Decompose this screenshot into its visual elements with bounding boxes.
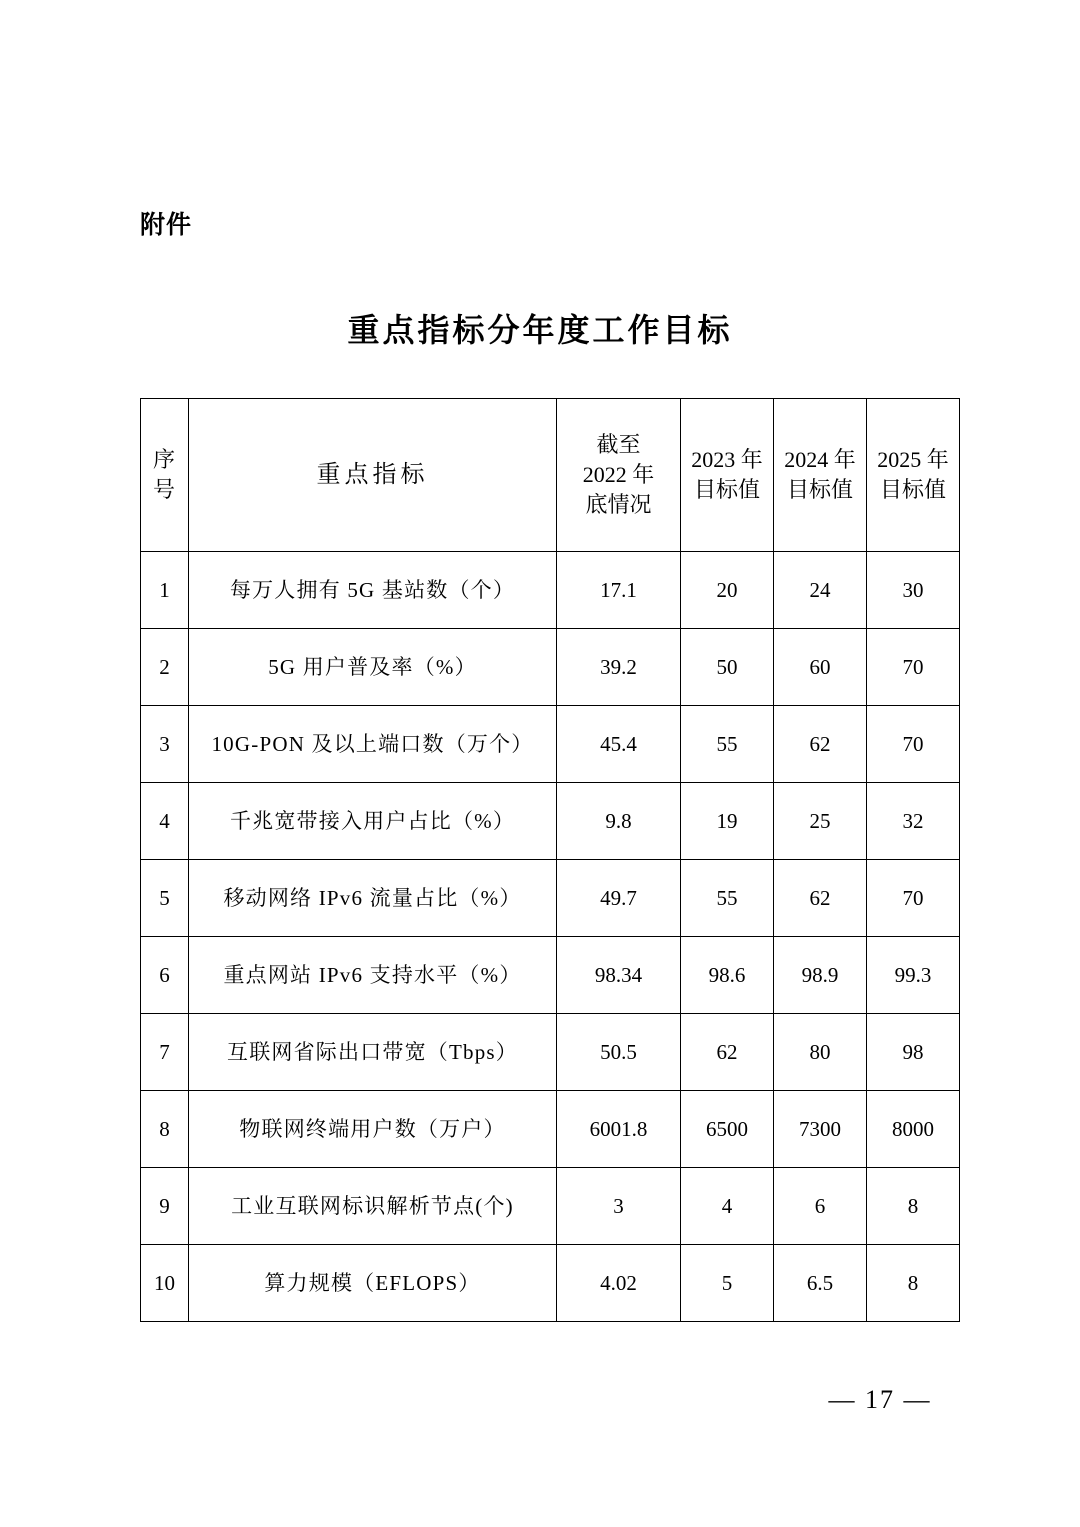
cell-seq: 9 — [141, 1168, 189, 1245]
cell-2025: 70 — [867, 629, 960, 706]
cell-indicator: 互联网省际出口带宽（Tbps） — [189, 1014, 557, 1091]
cell-indicator: 10G-PON 及以上端口数（万个） — [189, 706, 557, 783]
cell-indicator: 工业互联网标识解析节点(个) — [189, 1168, 557, 1245]
table-row — [141, 860, 960, 937]
cell-indicator: 每万人拥有 5G 基站数（个） — [189, 552, 557, 629]
table-row — [141, 783, 960, 860]
cell-2023: 50 — [681, 629, 774, 706]
cell-indicator: 算力规模（EFLOPS） — [189, 1245, 557, 1322]
column-header-2023-line2: 目标值 — [693, 477, 760, 502]
cell-seq: 4 — [141, 783, 189, 860]
cell-indicator: 重点网站 IPv6 支持水平（%） — [189, 937, 557, 1014]
cell-seq: 6 — [141, 937, 189, 1014]
cell-2025: 8 — [867, 1168, 960, 1245]
attachment-label: 附件 — [140, 210, 193, 239]
page-number: — 17 — — [828, 1385, 932, 1414]
cell-seq: 10 — [141, 1245, 189, 1322]
cell-2025: 32 — [867, 783, 960, 860]
table-row — [141, 937, 960, 1014]
cell-2024: 60 — [774, 629, 867, 706]
column-header-2023 — [681, 399, 774, 552]
cell-baseline: 3 — [557, 1168, 681, 1245]
kpi-table-container — [140, 398, 960, 1322]
table-row — [141, 1168, 960, 1245]
cell-baseline: 50.5 — [557, 1014, 681, 1091]
cell-baseline: 98.34 — [557, 937, 681, 1014]
column-header-2024 — [774, 399, 867, 552]
cell-2024: 62 — [774, 860, 867, 937]
cell-2023: 55 — [681, 860, 774, 937]
column-header-baseline-line1: 截至 — [596, 432, 641, 458]
cell-baseline: 17.1 — [557, 552, 681, 629]
column-header-seq-line1: 序 — [152, 447, 176, 473]
table-header — [141, 399, 960, 552]
cell-2024: 6.5 — [774, 1245, 867, 1322]
cell-2023: 20 — [681, 552, 774, 629]
cell-2025: 70 — [867, 706, 960, 783]
table-row — [141, 1245, 960, 1322]
cell-2024: 25 — [774, 783, 867, 860]
table-row — [141, 629, 960, 706]
cell-2025: 8 — [867, 1245, 960, 1322]
cell-2023: 55 — [681, 706, 774, 783]
column-header-2025-line1: 2025 年 — [877, 447, 949, 473]
cell-2024: 6 — [774, 1168, 867, 1245]
cell-2023: 4 — [681, 1168, 774, 1245]
cell-indicator: 移动网络 IPv6 流量占比（%） — [189, 860, 557, 937]
cell-2023: 98.6 — [681, 937, 774, 1014]
cell-2025: 70 — [867, 860, 960, 937]
cell-baseline: 4.02 — [557, 1245, 681, 1322]
cell-baseline: 49.7 — [557, 860, 681, 937]
table-row — [141, 1014, 960, 1091]
cell-2024: 80 — [774, 1014, 867, 1091]
cell-2023: 6500 — [681, 1091, 774, 1168]
cell-seq: 7 — [141, 1014, 189, 1091]
column-header-indicator: 重点指标 — [189, 399, 557, 552]
cell-baseline: 6001.8 — [557, 1091, 681, 1168]
cell-2025: 8000 — [867, 1091, 960, 1168]
column-header-baseline-line3: 底情况 — [585, 491, 652, 517]
table-body — [141, 552, 960, 1322]
page-title: 重点指标分年度工作目标 — [347, 311, 733, 349]
kpi-table — [140, 398, 960, 1322]
cell-indicator: 千兆宽带接入用户占比（%） — [189, 783, 557, 860]
cell-indicator: 5G 用户普及率（%） — [189, 629, 557, 706]
cell-baseline: 45.4 — [557, 706, 681, 783]
cell-2024: 98.9 — [774, 937, 867, 1014]
column-header-2024-line1: 2024 年 — [784, 447, 856, 473]
column-header-baseline-line2: 2022 年 — [582, 462, 655, 488]
cell-2024: 24 — [774, 552, 867, 629]
cell-seq: 1 — [141, 552, 189, 629]
cell-seq: 8 — [141, 1091, 189, 1168]
cell-baseline: 9.8 — [557, 783, 681, 860]
column-header-2025 — [867, 399, 960, 552]
cell-2023: 19 — [681, 783, 774, 860]
column-header-2024-line2: 目标值 — [786, 477, 853, 502]
table-row — [141, 706, 960, 783]
cell-2024: 62 — [774, 706, 867, 783]
cell-seq: 3 — [141, 706, 189, 783]
cell-indicator: 物联网终端用户数（万户） — [189, 1091, 557, 1168]
cell-2025: 98 — [867, 1014, 960, 1091]
cell-seq: 2 — [141, 629, 189, 706]
cell-seq: 5 — [141, 860, 189, 937]
cell-2024: 7300 — [774, 1091, 867, 1168]
table-row — [141, 552, 960, 629]
column-header-seq-line2: 号 — [152, 477, 176, 502]
cell-2025: 30 — [867, 552, 960, 629]
column-header-baseline — [557, 399, 681, 552]
table-header-row — [141, 399, 960, 552]
cell-2023: 62 — [681, 1014, 774, 1091]
column-header-2023-line1: 2023 年 — [691, 447, 763, 473]
column-header-seq — [141, 399, 189, 552]
cell-2023: 5 — [681, 1245, 774, 1322]
table-row — [141, 1091, 960, 1168]
page-footer — [0, 1385, 1080, 1415]
column-header-2025-line2: 目标值 — [879, 477, 946, 502]
cell-2025: 99.3 — [867, 937, 960, 1014]
cell-baseline: 39.2 — [557, 629, 681, 706]
